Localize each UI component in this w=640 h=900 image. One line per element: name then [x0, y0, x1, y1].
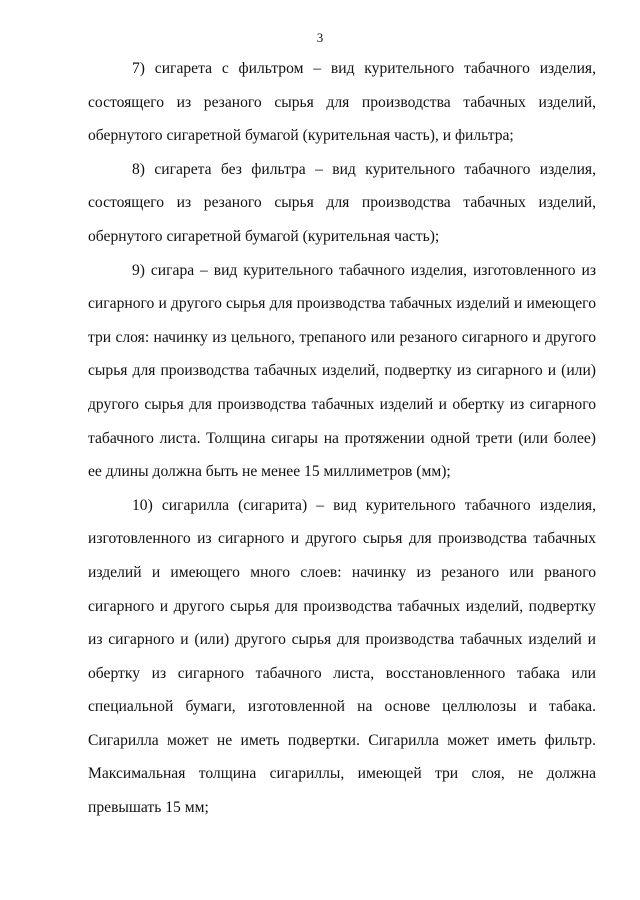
page-number: 3	[316, 30, 324, 45]
document-body	[88, 52, 596, 825]
paragraph-item-10: 10) сигарилла (сигарита) – вид курительного табачного изделия, изготовленного из сигарного и другого сырья для производства табачных изделий и имеющего много слоев: начинку из резаного или рваного сигарного и другого сырья для производства табачных изделий, подвертку из сигарного и (или) другого сырья для производства табачных изделий и обертку из сигарного табачного листа, восстановленного табака или специальной бумаги, изготовленной на основе целлюлозы и табака. Сигарилла может не иметь подвертки. Сигарилла может иметь фильтр. Максимальная толщина сигариллы, имеющей три слоя, не должна превышать 15 мм;	[88, 496, 596, 817]
paragraph-item-7: 7) сигарета с фильтром – вид курительного табачного изделия, состоящего из резаного сырья для производства табачных изделий, обернутого сигаретной бумагой (курительная часть), и фильтра;	[88, 60, 596, 145]
paragraph-item-9: 9) сигара – вид курительного табачного изделия, изготовленного из сигарного и другого сырья для производства табачных изделий и имеющего три слоя: начинку из цельного, трепаного или резаного сигарного и другого сырья для производства табачных изделий, подвертку из сигарного и (или) другого сырья для производства табачных изделий и обертку из сигарного табачного листа. Толщина сигары на протяжении одной трети (или более) ее длины должна быть не менее 15 миллиметров (мм);	[88, 261, 596, 481]
paragraph-item-8: 8) сигарета без фильтра – вид курительного табачного изделия, состоящего из резаного сырья для производства табачных изделий, обернутого сигаретной бумагой (курительная часть);	[88, 160, 596, 245]
